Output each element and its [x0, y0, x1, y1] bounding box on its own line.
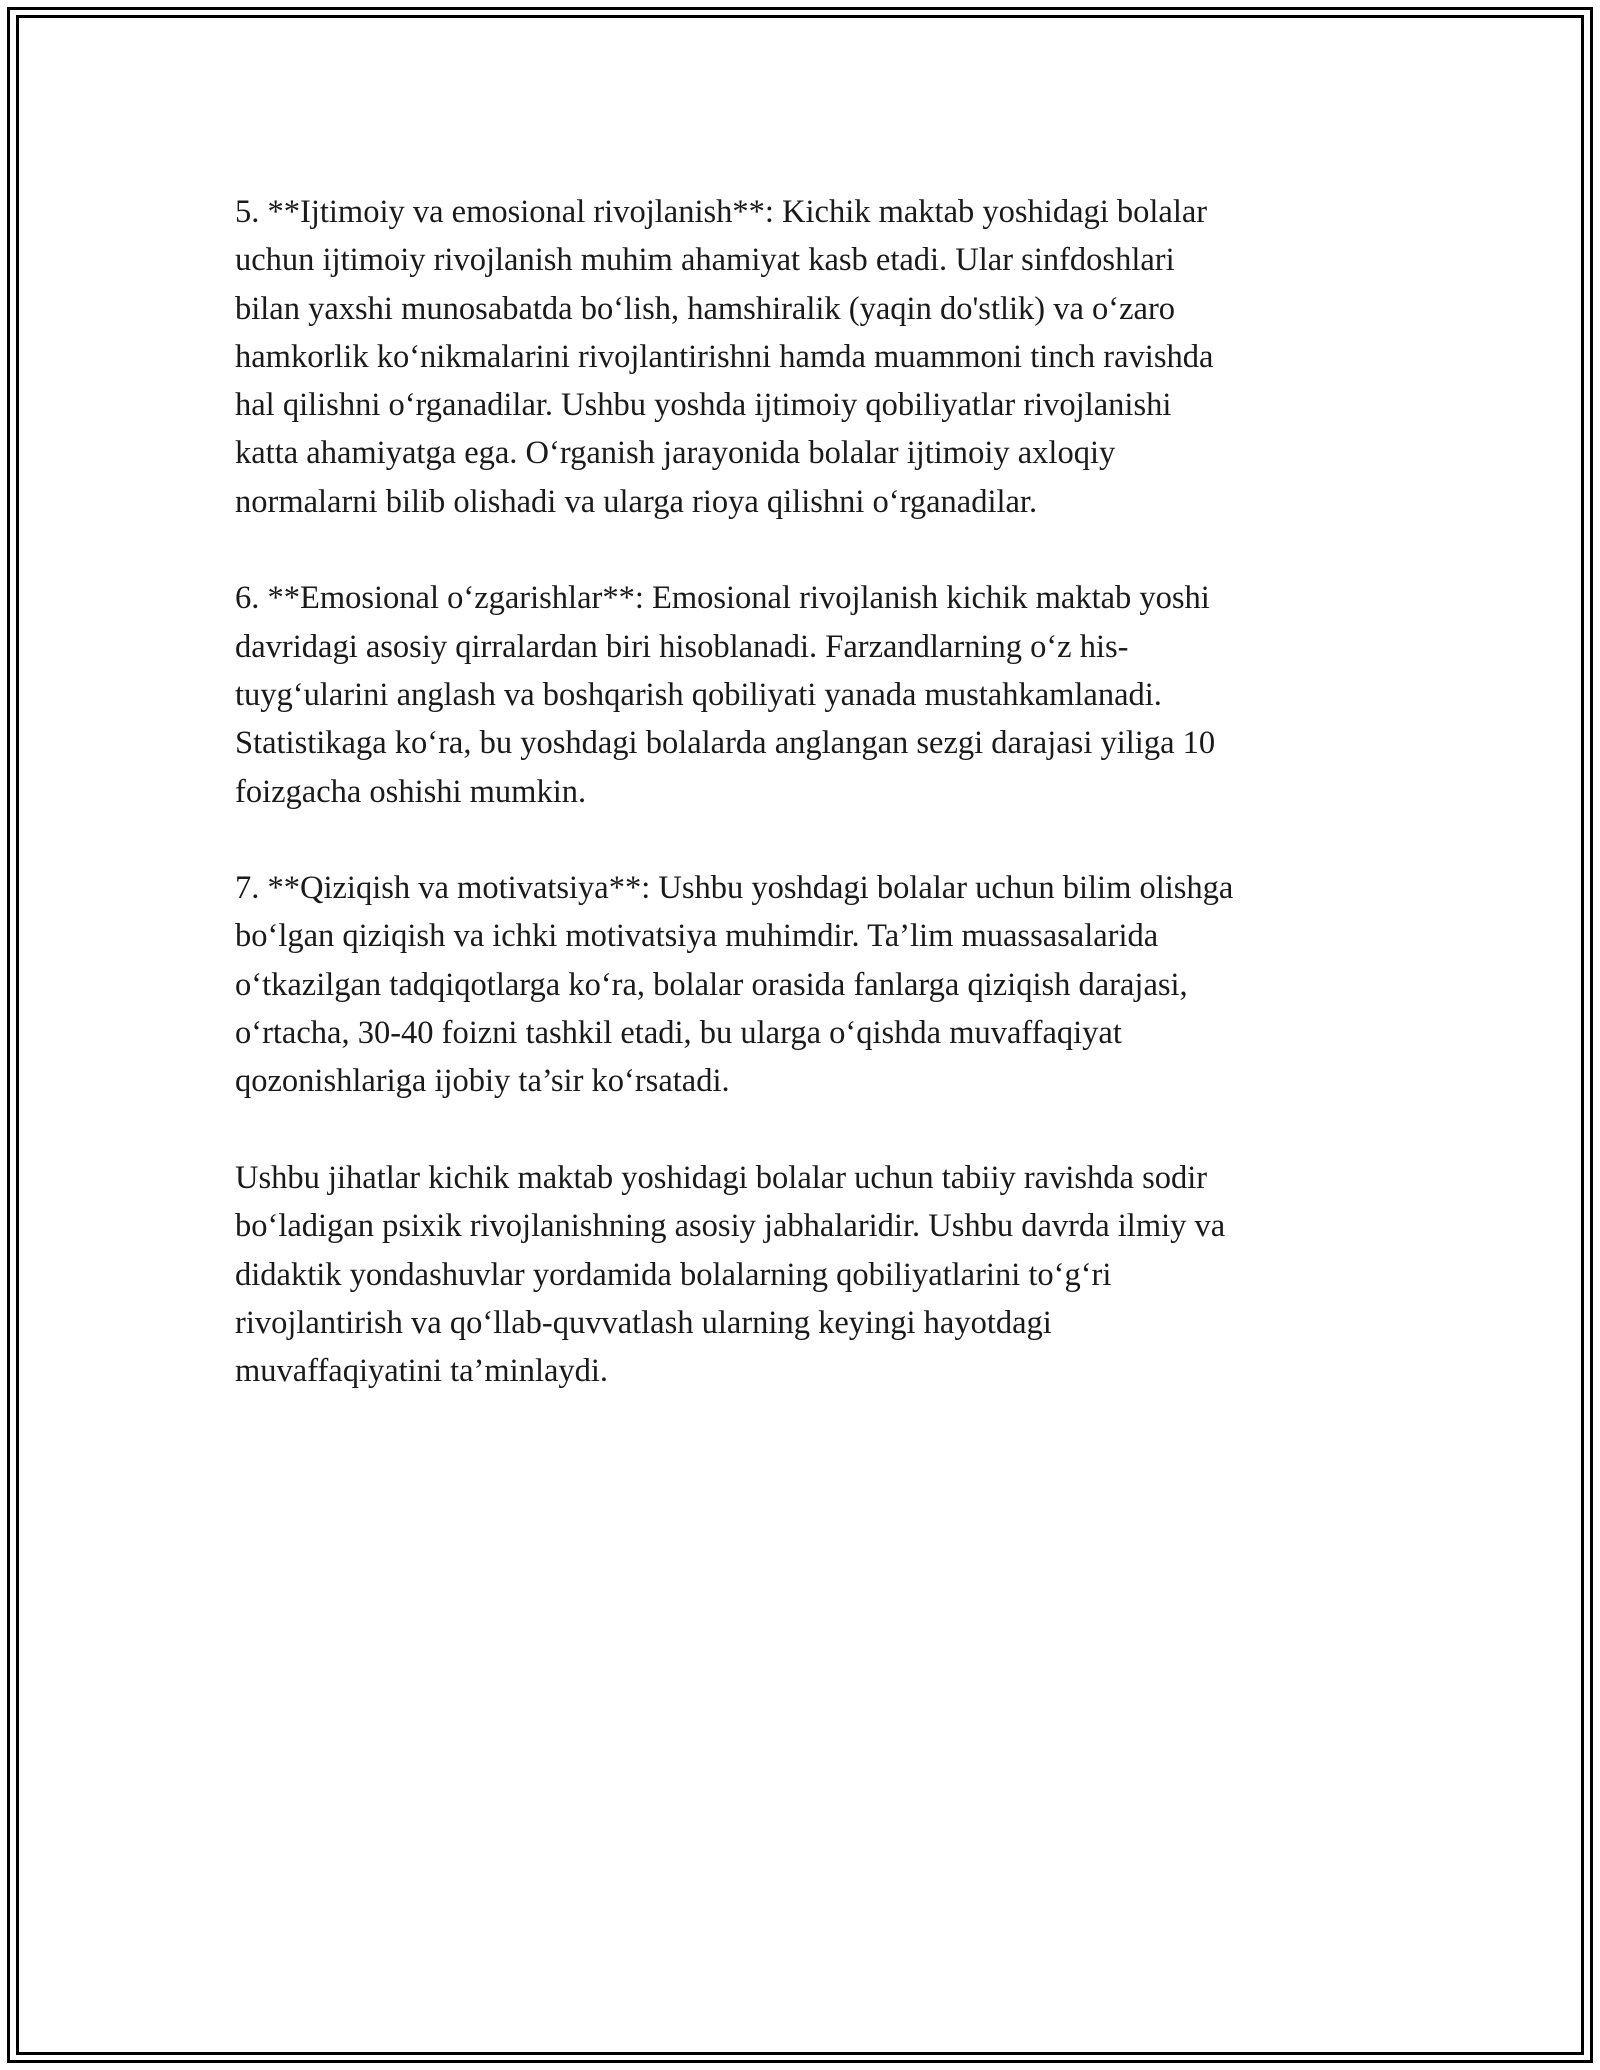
text-line: bo‘lgan qiziqish va ichki motivatsiya muhimdir. Ta’lim muassasalarida — [235, 918, 1159, 955]
text-line: uchun ijtimoiy rivojlanish muhim ahamiyat kasb etadi. Ular sinfdoshlari — [235, 242, 1175, 279]
text-line: bo‘ladigan psixik rivojlanishning asosiy jabhalaridir. Ushbu davrda ilmiy va — [235, 1208, 1226, 1245]
text-line: bilan yaxshi munosabatda bo‘lish, hamshiralik (yaqin do'stlik) va o‘zaro — [235, 290, 1176, 327]
text-line: didaktik yondashuvlar yordamida bolalarning qobiliyatlarini to‘g‘ri — [235, 1256, 1112, 1293]
text-line: 7. **Qiziqish va motivatsiya**: Ushbu yoshdagi bolalar uchun bilim olishga — [235, 870, 1234, 907]
text-line: muvaffaqiyatini ta’minlaydi. — [235, 1353, 609, 1390]
text-line: hal qilishni o‘rganadilar. Ushbu yoshda ijtimoiy qobiliyatlar rivojlanishi — [235, 387, 1172, 424]
paragraph-social-emotional-development — [235, 188, 1370, 526]
text-line: normalarni bilib olishadi va ularga rioya qilishni o‘rganadilar. — [235, 483, 1038, 520]
text-line: tuyg‘ularini anglash va boshqarish qobiliyati yanada mustahkamlanadi. — [235, 676, 1162, 713]
text-line: foizgacha oshishi mumkin. — [235, 773, 587, 810]
text-line: o‘rtacha, 30-40 foizni tashkil etadi, bu ularga o‘qishda muvaffaqiyat — [235, 1015, 1122, 1052]
text-line: 6. **Emosional o‘zgarishlar**: Emosional rivojlanish kichik maktab yoshi — [235, 580, 1210, 617]
text-line: davridagi asosiy qirralardan biri hisoblanadi. Farzandlarning o‘z his- — [235, 628, 1129, 665]
text-line: Ushbu jihatlar kichik maktab yoshidagi bolalar uchun tabiiy ravishda sodir — [235, 1159, 1208, 1196]
document-body — [235, 188, 1370, 1444]
paragraph-conclusion — [235, 1154, 1370, 1395]
text-line: hamkorlik ko‘nikmalarini rivojlantirishni hamda muammoni tinch ravishda — [235, 338, 1214, 375]
text-line: Statistikaga ko‘ra, bu yoshdagi bolalarda anglangan sezgi darajasi yiliga 10 — [235, 725, 1216, 762]
paragraph-emotional-changes — [235, 574, 1370, 815]
text-line: katta ahamiyatga ega. O‘rganish jarayonida bolalar ijtimoiy axloqiy — [235, 435, 1116, 472]
paragraph-interest-motivation — [235, 864, 1370, 1105]
text-line: rivojlantirish va qo‘llab-quvvatlash ularning keyingi hayotdagi — [235, 1304, 1052, 1341]
text-line: 5. **Ijtimoiy va emosional rivojlanish**: Kichik maktab yoshidagi bolalar — [235, 194, 1208, 230]
text-line: qozonishlariga ijobiy ta’sir ko‘rsatadi. — [235, 1063, 730, 1100]
text-line: o‘tkazilgan tadqiqotlarga ko‘ra, bolalar orasida fanlarga qiziqish darajasi, — [235, 966, 1188, 1003]
